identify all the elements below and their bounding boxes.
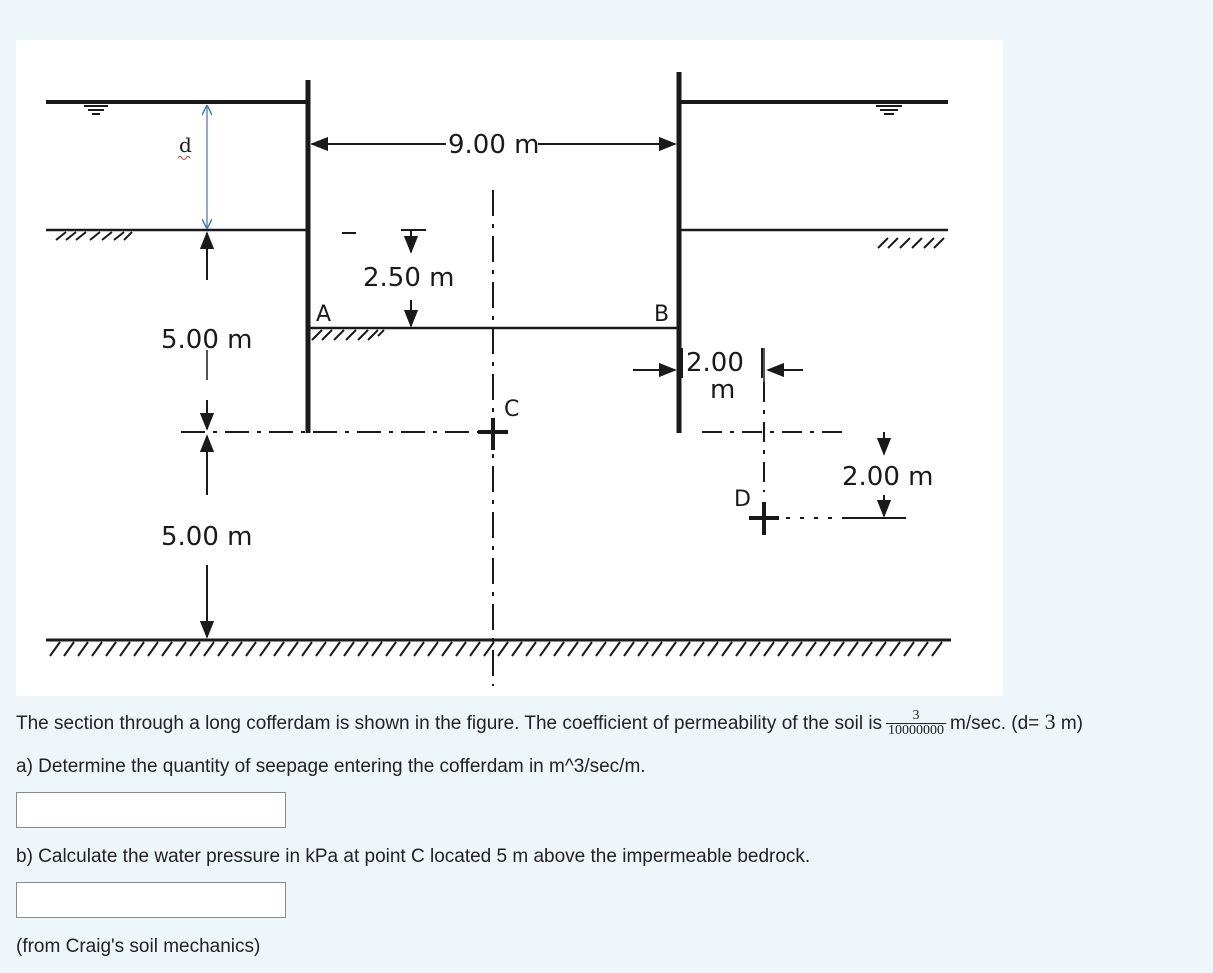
point-c-marker bbox=[478, 418, 508, 450]
excavation-hatch bbox=[312, 330, 384, 340]
ground-hatch-left bbox=[56, 232, 132, 240]
label-width: 9.00 m bbox=[448, 130, 540, 160]
label-point-b: B bbox=[654, 302, 670, 327]
label-offset-depth: 2.00 m bbox=[842, 462, 934, 492]
point-d-marker bbox=[749, 502, 779, 535]
question-text-before: The section through a long cofferdam is shown in the figure. The coefficient of permeability of the soil is bbox=[16, 713, 883, 734]
cofferdam-figure bbox=[16, 40, 1003, 696]
label-upper-layer: 5.00 m bbox=[161, 325, 253, 355]
water-symbol-left bbox=[84, 106, 108, 114]
question-text-after: m) bbox=[1060, 713, 1083, 734]
part-a-question: a) Determine the quantity of seepage entering the cofferdam in m^3/sec/m. bbox=[16, 756, 646, 777]
bedrock-hatch bbox=[50, 642, 942, 656]
d-value: 3 bbox=[1044, 709, 1056, 734]
label-point-c: C bbox=[504, 397, 520, 422]
label-offset-top: 2.00 bbox=[686, 348, 744, 378]
cofferdam-diagram bbox=[16, 40, 1003, 696]
label-lower-layer: 5.00 m bbox=[161, 522, 253, 552]
ground-hatch-right bbox=[878, 238, 944, 248]
question-text bbox=[16, 709, 1083, 738]
label-excavation-depth: 2.50 m bbox=[363, 263, 455, 293]
question-text-mid: m/sec. (d= bbox=[950, 713, 1040, 734]
label-d: d bbox=[179, 133, 192, 157]
label-point-a: A bbox=[316, 302, 332, 327]
permeability-fraction bbox=[886, 709, 946, 738]
permeability-denominator: 10000000 bbox=[888, 723, 945, 739]
source-note: (from Craig's soil mechanics) bbox=[16, 936, 261, 957]
permeability-numerator: 3 bbox=[912, 708, 920, 724]
label-point-d: D bbox=[734, 487, 751, 512]
label-offset-unit: m bbox=[710, 375, 736, 405]
part-b-answer-input[interactable] bbox=[16, 882, 286, 918]
part-a-answer-input[interactable] bbox=[16, 792, 286, 828]
part-b-question: b) Calculate the water pressure in kPa at point C located 5 m above the impermeable bedrock. bbox=[16, 846, 811, 867]
water-symbol-right bbox=[876, 106, 902, 114]
